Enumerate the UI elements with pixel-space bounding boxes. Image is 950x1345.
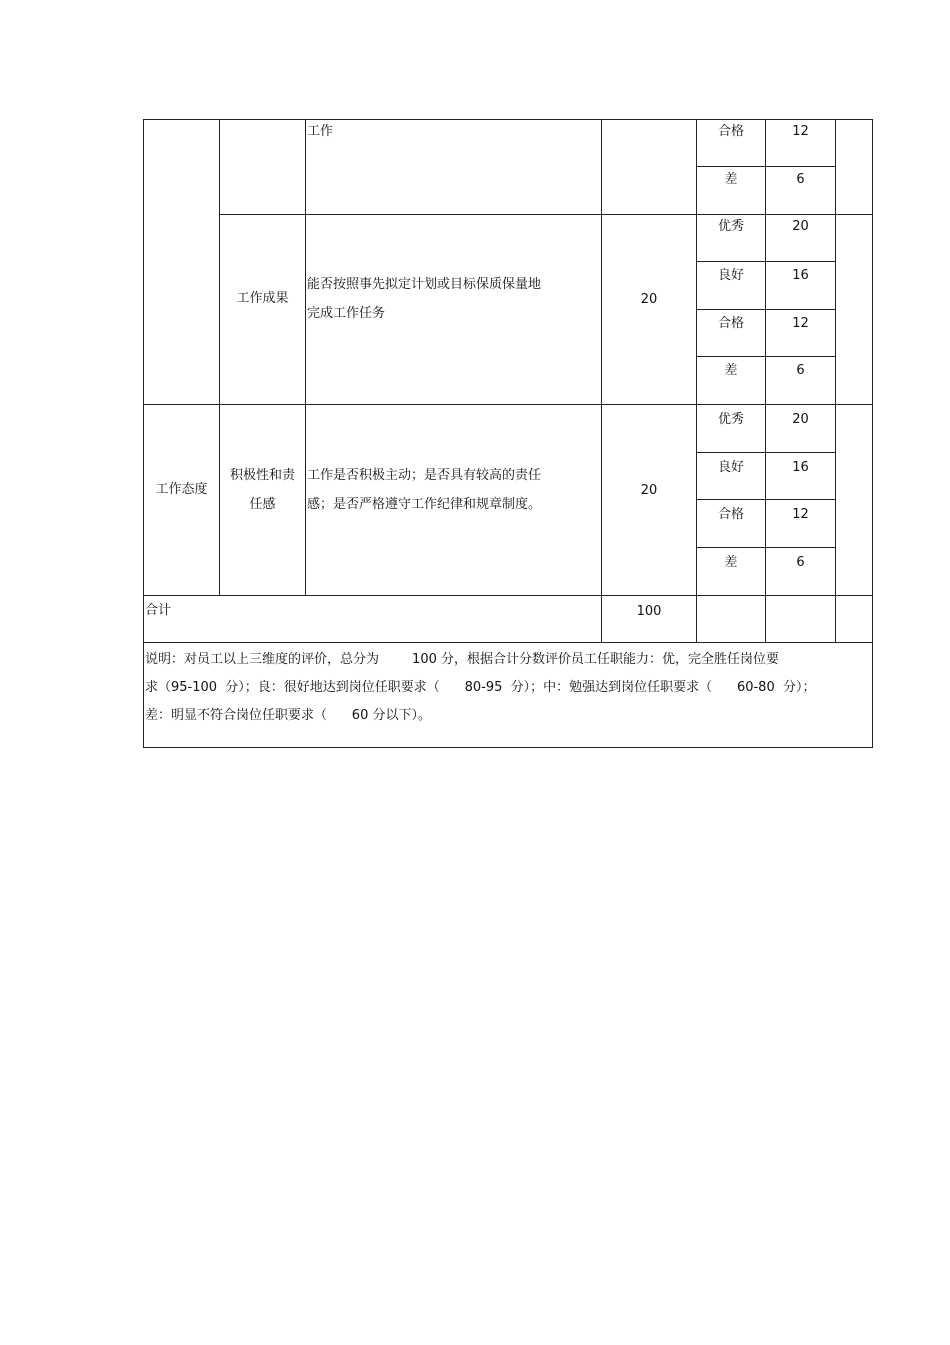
grade-score: 16	[792, 460, 809, 475]
table-line	[143, 595, 873, 596]
grade-score: 12	[792, 316, 809, 331]
table-line	[143, 119, 873, 120]
grade-label: 良好	[717, 460, 744, 475]
criterion-line: 感；是否严格遵守工作纪律和规章制度。	[307, 497, 542, 512]
criterion-line: 能否按照事先拟定计划或目标保质保量地	[307, 277, 542, 292]
table-line	[696, 309, 836, 310]
criterion-line: 工作是否积极主动；是否具有较高的责任	[307, 468, 542, 483]
grade-score: 6	[796, 555, 805, 570]
criterion-text: 工作	[307, 124, 334, 139]
grade-score: 6	[796, 172, 805, 187]
grade-label: 差	[724, 555, 738, 570]
indicator-line: 积极性和责	[229, 468, 295, 483]
grade-label: 合格	[717, 507, 744, 522]
table-line	[835, 119, 836, 642]
table-line	[143, 404, 873, 405]
table-line	[696, 261, 836, 262]
grade-score: 12	[792, 124, 809, 139]
note-line: 差：明显不符合岗位任职要求（ 60 分以下）。	[145, 708, 431, 723]
table-line	[219, 119, 220, 595]
grade-score: 16	[792, 268, 809, 283]
weight-value: 20	[640, 292, 658, 307]
grade-label: 优秀	[717, 412, 744, 427]
table-line	[305, 119, 306, 595]
table-line	[872, 119, 873, 748]
grade-score: 12	[792, 507, 809, 522]
table-line	[696, 499, 836, 500]
grade-score: 6	[796, 363, 805, 378]
indicator-line: 任感	[249, 497, 276, 512]
grade-label: 合格	[717, 124, 744, 139]
indicator-work-results: 工作成果	[236, 291, 289, 306]
dimension-work-attitude: 工作态度	[155, 482, 208, 497]
grade-label: 优秀	[717, 219, 744, 234]
table-line	[696, 452, 836, 453]
grade-label: 合格	[717, 316, 744, 331]
table-line	[696, 166, 836, 167]
grade-label: 良好	[717, 268, 744, 283]
total-value: 100	[636, 604, 662, 619]
table-line	[219, 214, 873, 215]
table-line	[601, 119, 602, 642]
grade-score: 20	[792, 412, 809, 427]
table-line	[696, 356, 836, 357]
grade-score: 20	[792, 219, 809, 234]
criterion-line: 完成工作任务	[307, 306, 386, 321]
grade-label: 差	[724, 363, 738, 378]
note-line: 说明：对员工以上三维度的评价，总分为 100 分，根据合计分数评价员工任职能力：优，完全胜任岗位要	[145, 652, 780, 667]
table-line	[143, 747, 873, 748]
table-line	[143, 642, 873, 643]
grade-label: 差	[724, 172, 738, 187]
note-line: 求（95-100 分）；良：很好地达到岗位任职要求（ 80-95 分）；中：勉强达到岗位任职要求（ 60-80 分）；	[145, 680, 816, 695]
table-line	[696, 547, 836, 548]
total-label: 合计	[145, 603, 172, 618]
table-line	[143, 119, 144, 748]
weight-value: 20	[640, 483, 658, 498]
